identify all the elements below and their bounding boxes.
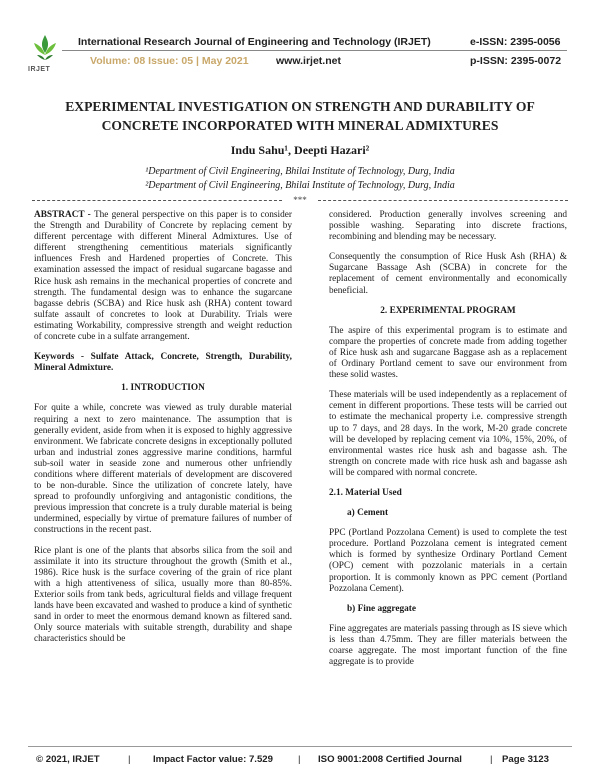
footer-separator: |: [298, 754, 301, 765]
experimental-program-heading: 2. EXPERIMENTAL PROGRAM: [380, 305, 516, 316]
cement-heading: a) Cement: [347, 508, 389, 519]
intro-paragraph-2: Rice plant is one of the plants that absorbs silica from the soil and assimilate it into its structure throughout the growth (Smith et al., 1986). Rice husk is the surface covering of the grain of rice plant with a high attentiveness of silica, usually more than 80-85%. Exterior soils from tank beds, agricultural fields and village frequent lands have been excavated and washed to produce a kind of synthetic sand in order to meet the enormous demand known as filtered sand. Only source materials with suitable strength, durability and shape characteristics should be: [34, 545, 292, 645]
cement-paragraph: PPC (Portland Pozzolana Cement) is used to complete the test procedure. Portland Pozzolana cement is integrated cement which is formed by synthesize Ordinary Portland Cement (OPC) cement with pozzolanic materials in a certain proportion. It is commonly known as PPC cement (Portland Pozzolana Cement).: [329, 528, 567, 594]
abstract-text: The general perspective on this paper is to consider the Strength and Durability of Concrete by replacing cement by different percentage with different Mineral Admixtures. Use of different strengthening cementitious materials significantly influences Fresh and Hardened properties of Concrete. This examination assessed the impact of residual sugarcane bagasse and Rice husk ash remains in the mechanical properties of concrete and strength. The fundamental design was to enhance the sugarcane bagasse debris (SCBA) and Rice husk ash (RHA) content toward sulfate assault of concretes to look at Durability. Trials were estimating Workability, compressive strength and weight reduction of concrete cube in a sulfate arrangement.: [34, 210, 292, 343]
program-paragraph-2: These materials will be used independently as a replacement of cement in different proportions. These tests will be carried out to estimate the mechanical property i.e. compressive strength up to 7 days, and 28 days. In the work, M-20 grade concrete will be developed by replacing cement via 10%, 15%, 20%, of environmental wastes rice husk ash and bagasse ash. The strength on concrete made with rice husk ash and bagasse ash will be compared with normal concrete.: [329, 390, 567, 478]
material-used-heading: 2.1. Material Used: [329, 487, 402, 498]
affiliation-1: ¹Department of Civil Engineering, Bhilai Institute of Technology, Durg, India: [145, 166, 455, 177]
section-separator: ***: [32, 195, 568, 205]
introduction-heading: 1. INTRODUCTION: [121, 383, 205, 394]
program-paragraph-1: The aspire of this experimental program is to estimate and compare the properties of concrete made from adding together of Rice husk ash and sugarcane Baggase ash as a replacement of Ordinary Portland cement to save our environment from these solid wastes.: [329, 325, 567, 381]
paper-title: [30, 97, 570, 135]
affiliation-2: ²Department of Civil Engineering, Bhilai Institute of Technology, Durg, India: [145, 180, 455, 191]
footer-separator: |: [490, 754, 493, 765]
logo-text: IRJET: [28, 66, 51, 73]
fine-aggregate-paragraph: Fine aggregates are materials passing through as IS sieve which is less than 4.75mm. They are filler materials between the coarse aggregate. The most important function of the fine aggregate is to provide: [329, 623, 567, 668]
abstract-label: ABSTRACT -: [34, 210, 94, 220]
e-issn: e-ISSN: 2395-0056: [470, 36, 561, 48]
page-header: [0, 0, 600, 82]
journal-name: International Research Journal of Engineering and Technology (IRJET): [78, 36, 431, 48]
intro-paragraph-1: For quite a while, concrete was viewed as truly durable material requiring a next to zero maintenance. The assumption that is generally evident, aside from when it is exposed to highly aggressive environment. We fabricate concrete designs in exceptionally polluted urban and industrial zones aggressive marine conditions, harmful sub-soil water in seaside zone and numerous other unfriendly conditions where different materials of development are discovered to be non-durable. Since the utilization of concrete lately, have spread to profoundly unforgiving and antagonistic conditions, the previous impression that concrete is a truly durable material is being undermined, especially by virtue of premature failures of number of constructions in the recent past.: [34, 403, 292, 536]
abstract: [34, 210, 292, 343]
title-line-1: EXPERIMENTAL INVESTIGATION ON STRENGTH AND DURABILITY OF: [65, 99, 535, 114]
page-number: Page 3123: [502, 754, 549, 765]
copyright: © 2021, IRJET: [36, 754, 100, 765]
left-column: [34, 210, 292, 654]
right-paragraph-1: considered. Production generally involves screening and possible washing. Separating into discrete fractions, recombining and blending may be necessary.: [329, 210, 567, 243]
journal-url[interactable]: www.irjet.net: [276, 55, 341, 67]
iso-certification: ISO 9001:2008 Certified Journal: [318, 754, 462, 765]
fine-aggregate-heading: b) Fine aggregate: [347, 603, 417, 614]
right-column: [329, 210, 567, 677]
page-footer: [28, 752, 572, 770]
header-divider: [62, 50, 567, 51]
p-issn: p-ISSN: 2395-0072: [470, 55, 562, 67]
right-paragraph-2: Consequently the consumption of Rice Husk Ash (RHA) & Sugarcane Bassage Ash (SCBA) in concrete for the replacement of cement environmentally and economically beneficial.: [329, 252, 567, 296]
volume-issue: Volume: 08 Issue: 05 | May 2021: [90, 55, 249, 67]
keywords: Keywords - Sulfate Attack, Concrete, Strength, Durability, Mineral Admixture.: [34, 352, 292, 374]
impact-factor: Impact Factor value: 7.529: [153, 754, 273, 765]
footer-divider: [28, 746, 572, 747]
authors: Indu Sahu¹, Deepti Hazari²: [230, 143, 370, 157]
footer-separator: |: [128, 754, 131, 765]
title-line-2: CONCRETE INCORPORATED WITH MINERAL ADMIXTURES: [101, 118, 499, 133]
